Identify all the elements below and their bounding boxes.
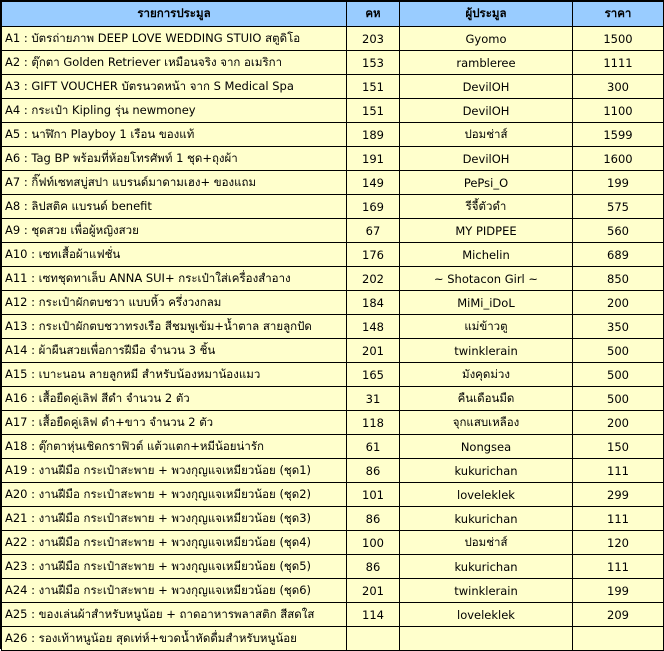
cell-count: 201 — [347, 339, 400, 363]
cell-count: 86 — [347, 459, 400, 483]
cell-price: 120 — [573, 531, 664, 555]
cell-count: 165 — [347, 363, 400, 387]
table-row — [2, 339, 664, 363]
cell-user — [400, 627, 573, 651]
cell-item: A5 : นาฬิกา Playboy 1 เรือน ของแท้ — [2, 123, 347, 147]
table-row — [2, 123, 664, 147]
cell-item: A18 : ตุ๊กตาหุ่นเชิดกราฟิวต์ แต้วแตก+หมีน้อยน่ารัก — [2, 435, 347, 459]
cell-count: 118 — [347, 411, 400, 435]
auction-table — [1, 1, 664, 651]
table-row — [2, 171, 664, 195]
cell-item: A13 : กระเป๋าผักตบชวาทรงเรือ สีชมพูเข้ม+น้ำตาล สายลูกปัด — [2, 315, 347, 339]
table-row — [2, 411, 664, 435]
cell-price: 111 — [573, 459, 664, 483]
cell-item: A1 : บัตรถ่ายภาพ DEEP LOVE WEDDING STUIO สตูดิโอ — [2, 27, 347, 51]
cell-price: 500 — [573, 339, 664, 363]
cell-item: A8 : ลิปสติค แบรนด์ benefit — [2, 195, 347, 219]
cell-user: PePsi_O — [400, 171, 573, 195]
cell-item: A16 : เสื้อยืดคู่เลิฟ สีดำ จำนวน 2 ตัว — [2, 387, 347, 411]
cell-item: A22 : งานฝีมือ กระเป๋าสะพาย + พวงกุญแจเหมียวน้อย (ชุด4) — [2, 531, 347, 555]
cell-item: A15 : เบาะนอน ลายลูกหมี สำหรับน้องหมาน้องแมว — [2, 363, 347, 387]
cell-price: 1111 — [573, 51, 664, 75]
table-row — [2, 267, 664, 291]
cell-user: MiMi_iDoL — [400, 291, 573, 315]
cell-count: 151 — [347, 75, 400, 99]
cell-user: loveleklek — [400, 483, 573, 507]
cell-item: A24 : งานฝีมือ กระเป๋าสะพาย + พวงกุญแจเหมียวน้อย (ชุด6) — [2, 579, 347, 603]
cell-item: A10 : เซทเสื้อผ้าแฟชั่น — [2, 243, 347, 267]
cell-user: Gyomo — [400, 27, 573, 51]
cell-price: 500 — [573, 387, 664, 411]
cell-user: ปอมช่าส์ — [400, 531, 573, 555]
header-user: ผู้ประมูล — [400, 2, 573, 27]
cell-price: 111 — [573, 555, 664, 579]
cell-user: kukurichan — [400, 555, 573, 579]
table-row — [2, 219, 664, 243]
cell-item: A25 : ของเล่นผ้าสำหรับหนูน้อย + ถาดอาหารพลาสติก สีสดใส — [2, 603, 347, 627]
cell-user: kukurichan — [400, 507, 573, 531]
cell-price: 199 — [573, 579, 664, 603]
cell-count: 100 — [347, 531, 400, 555]
cell-user: MY PIDPEE — [400, 219, 573, 243]
cell-count: 203 — [347, 27, 400, 51]
header-item: รายการประมูล — [2, 2, 347, 27]
cell-item: A11 : เซทชุดทาเล็บ ANNA SUI+ กระเป๋าใส่เครื่องสำอาง — [2, 267, 347, 291]
cell-item: A12 : กระเป๋าผักตบชวา แบบหิ้ว ครึ่งวงกลม — [2, 291, 347, 315]
table-row — [2, 579, 664, 603]
cell-item: A6 : Tag BP พร้อมที่ห้อยโทรศัพท์ 1 ชุด+ถุงผ้า — [2, 147, 347, 171]
cell-user: loveleklek — [400, 603, 573, 627]
cell-count: 148 — [347, 315, 400, 339]
cell-item: A9 : ชุดสวย เพื่อผู้หญิงสวย — [2, 219, 347, 243]
cell-item: A14 : ผ้าผืนสวยเพื่อการฝีมือ จำนวน 3 ชิ้น — [2, 339, 347, 363]
cell-price: 560 — [573, 219, 664, 243]
header-count: คห — [347, 2, 400, 27]
cell-count: 149 — [347, 171, 400, 195]
cell-user: Michelin — [400, 243, 573, 267]
cell-price: 850 — [573, 267, 664, 291]
cell-item: A3 : GIFT VOUCHER บัตรนวดหน้า จาก S Medical Spa — [2, 75, 347, 99]
cell-count: 61 — [347, 435, 400, 459]
cell-count: 67 — [347, 219, 400, 243]
cell-count: 114 — [347, 603, 400, 627]
table-row — [2, 387, 664, 411]
cell-user: รีจี้ตัวดำ — [400, 195, 573, 219]
cell-item: A17 : เสื้อยืดคู่เลิฟ ดำ+ขาว จำนวน 2 ตัว — [2, 411, 347, 435]
cell-user: Nongsea — [400, 435, 573, 459]
cell-user: จุกแสบเหลือง — [400, 411, 573, 435]
table-row — [2, 483, 664, 507]
table-row — [2, 459, 664, 483]
table-row — [2, 603, 664, 627]
cell-count: 201 — [347, 579, 400, 603]
table-row — [2, 51, 664, 75]
cell-price: 350 — [573, 315, 664, 339]
cell-count: 151 — [347, 99, 400, 123]
cell-price: 199 — [573, 171, 664, 195]
cell-user: DevilOH — [400, 147, 573, 171]
table-row — [2, 363, 664, 387]
table-row — [2, 195, 664, 219]
table-row — [2, 531, 664, 555]
table-row — [2, 555, 664, 579]
cell-user: twinklerain — [400, 579, 573, 603]
table-row — [2, 243, 664, 267]
cell-count: 153 — [347, 51, 400, 75]
cell-item: A20 : งานฝีมือ กระเป๋าสะพาย + พวงกุญแจเหมียวน้อย (ชุด2) — [2, 483, 347, 507]
cell-price: 1600 — [573, 147, 664, 171]
cell-user: แม่ข้าวตู — [400, 315, 573, 339]
cell-item: A21 : งานฝีมือ กระเป๋าสะพาย + พวงกุญแจเหมียวน้อย (ชุด3) — [2, 507, 347, 531]
table-row — [2, 507, 664, 531]
cell-item: A4 : กระเป๋า Kipling รุ่น newmoney — [2, 99, 347, 123]
cell-price: 150 — [573, 435, 664, 459]
cell-count: 191 — [347, 147, 400, 171]
cell-count: 176 — [347, 243, 400, 267]
cell-count: 184 — [347, 291, 400, 315]
cell-price: 111 — [573, 507, 664, 531]
table-row — [2, 315, 664, 339]
cell-price: 1599 — [573, 123, 664, 147]
table-row — [2, 99, 664, 123]
cell-count: 86 — [347, 507, 400, 531]
cell-user: DevilOH — [400, 99, 573, 123]
cell-price: 200 — [573, 291, 664, 315]
cell-price: 575 — [573, 195, 664, 219]
cell-item: A19 : งานฝีมือ กระเป๋าสะพาย + พวงกุญแจเหมียวน้อย (ชุด1) — [2, 459, 347, 483]
table-row — [2, 27, 664, 51]
cell-count: 86 — [347, 555, 400, 579]
cell-price: 689 — [573, 243, 664, 267]
cell-user: kukurichan — [400, 459, 573, 483]
table-row — [2, 291, 664, 315]
cell-price: 200 — [573, 411, 664, 435]
table-row — [2, 627, 664, 651]
cell-price: 299 — [573, 483, 664, 507]
cell-count: 169 — [347, 195, 400, 219]
cell-count: 31 — [347, 387, 400, 411]
cell-item: A7 : กิ๊ฟท์เซทสบู่สปา แบรนด์มาดามเฮง+ ของแถม — [2, 171, 347, 195]
cell-price: 1100 — [573, 99, 664, 123]
cell-count — [347, 627, 400, 651]
cell-item: A2 : ตุ๊กตา Golden Retriever เหมือนจริง จาก อเมริกา — [2, 51, 347, 75]
cell-user: DevilOH — [400, 75, 573, 99]
cell-price: 209 — [573, 603, 664, 627]
cell-user: มังคุดม่วง — [400, 363, 573, 387]
header-row — [2, 2, 664, 27]
cell-user: rambleree — [400, 51, 573, 75]
table-row — [2, 75, 664, 99]
cell-count: 101 — [347, 483, 400, 507]
cell-price: 500 — [573, 363, 664, 387]
cell-count: 189 — [347, 123, 400, 147]
table-row — [2, 435, 664, 459]
cell-user: twinklerain — [400, 339, 573, 363]
cell-item: A23 : งานฝีมือ กระเป๋าสะพาย + พวงกุญแจเหมียวน้อย (ชุด5) — [2, 555, 347, 579]
cell-price: 300 — [573, 75, 664, 99]
cell-user: ปอมช่าส์ — [400, 123, 573, 147]
cell-count: 202 — [347, 267, 400, 291]
cell-item: A26 : รองเท้าหนูน้อย สุดเท่ห์+ขวดน้ำหัดดื่มสำหรับหนูน้อย — [2, 627, 347, 651]
cell-user: คืนเดือนมืด — [400, 387, 573, 411]
header-price: ราคา — [573, 2, 664, 27]
cell-price: 1500 — [573, 27, 664, 51]
cell-user: ~ Shotacon Girl ~ — [400, 267, 573, 291]
cell-price — [573, 627, 664, 651]
table-row — [2, 147, 664, 171]
